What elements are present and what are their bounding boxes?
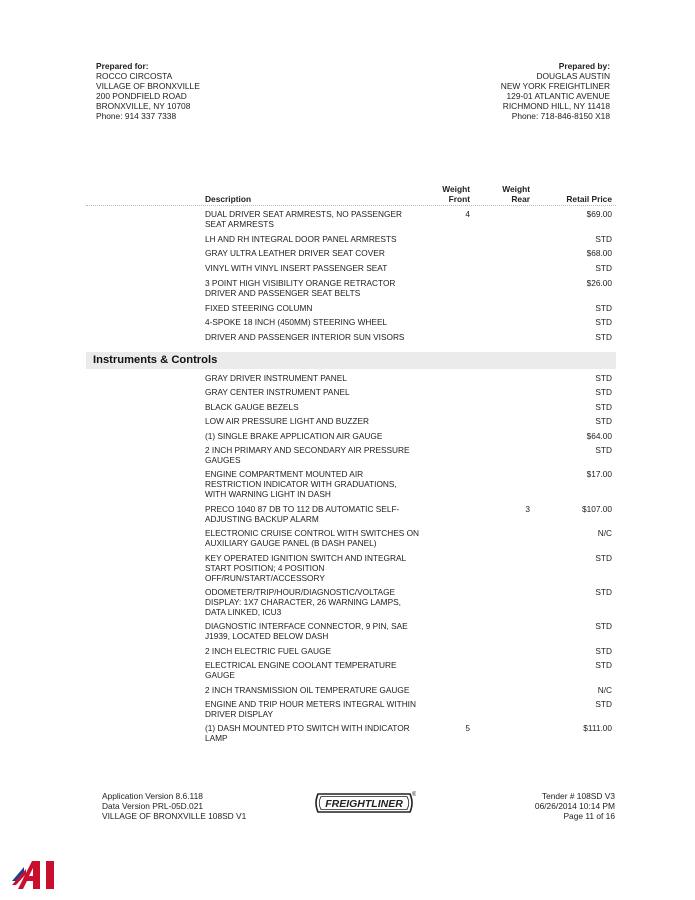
row-description: (1) SINGLE BRAKE APPLICATION AIR GAUGE: [205, 430, 383, 441]
prepared-by-block: [501, 61, 610, 121]
row-retail-price: STD: [595, 587, 612, 597]
col-weight-rear-line: Weight: [502, 184, 530, 194]
header-divider: [86, 205, 616, 206]
prepared-by-line: DOUGLAS AUSTIN: [536, 71, 610, 81]
prepared-by-line: RICHMOND HILL, NY 11418: [502, 101, 610, 111]
footer-left: [102, 791, 246, 821]
row-description: KEY OPERATED IGNITION SWITCH AND INTEGRAL START POSITION; 4 POSITION OFF/RUN/START/ACCESSORY: [205, 552, 406, 583]
row-retail-price: $69.00: [586, 209, 612, 219]
row-retail-price: STD: [595, 302, 612, 313]
row-weight-front: 5: [465, 723, 470, 734]
row-description: DIAGNOSTIC INTERFACE CONNECTOR, 9 PIN, SAE J1939, LOCATED BELOW DASH: [205, 621, 408, 642]
row-description: ELECTRONIC CRUISE CONTROL WITH SWITCHES ON AUXILIARY GAUGE PANEL (B DASH PANEL): [205, 528, 420, 549]
row-retail-price: STD: [595, 699, 612, 709]
logo-wordmark: FREIGHTLINER: [325, 798, 403, 810]
row-retail-price: STD: [595, 621, 612, 632]
row-description: FIXED STEERING COLUMN: [205, 302, 313, 313]
row-description: VINYL WITH VINYL INSERT PASSENGER SEAT: [205, 263, 388, 274]
prepared-for-line: ROCCO CIRCOSTA: [96, 71, 173, 81]
row-description: PRECO 1040 87 DB TO 112 DB AUTOMATIC SELF-ADJUSTING BACKUP ALARM: [205, 503, 400, 524]
row-description: ENGINE COMPARTMENT MOUNTED AIR RESTRICTION INDICATOR WITH GRADUATIONS, WITH WARNING LIGHT IN DASH: [205, 469, 397, 500]
prepared-for-line: 200 PONDFIELD ROAD: [96, 91, 187, 101]
prepared-by-line: Phone: 718-846-8150 X18: [511, 111, 610, 121]
col-weight-rear-line: Rear: [511, 194, 530, 204]
col-weight-rear: [490, 184, 530, 204]
prepared-for-line: BRONXVILLE, NY 10708: [96, 101, 191, 111]
row-description: GRAY CENTER INSTRUMENT PANEL: [205, 387, 350, 398]
registered-mark: ®: [412, 792, 416, 798]
freightliner-logo: [312, 790, 416, 816]
row-weight-front: 4: [465, 209, 470, 219]
row-retail-price: $68.00: [586, 248, 612, 259]
footer-line: Application Version 8.6.118: [102, 791, 203, 801]
row-description: GRAY ULTRA LEATHER DRIVER SEAT COVER: [205, 248, 385, 259]
row-retail-price: STD: [595, 233, 612, 244]
row-retail-price: STD: [595, 401, 612, 412]
prepared-by-label: Prepared by:: [558, 61, 610, 71]
row-retail-price: STD: [595, 263, 612, 274]
prepared-for-line: Phone: 914 337 7338: [96, 111, 177, 121]
row-description: (1) DASH MOUNTED PTO SWITCH WITH INDICATOR LAMP: [205, 723, 410, 744]
row-description: LH AND RH INTEGRAL DOOR PANEL ARMRESTS: [205, 233, 397, 244]
prepared-for-line: VILLAGE OF BRONXVILLE: [96, 81, 200, 91]
section-title: Instruments & Controls: [93, 354, 218, 366]
col-weight-front-line: Weight: [442, 184, 470, 194]
prepared-for-block: [96, 61, 200, 121]
row-retail-price: $17.00: [586, 469, 612, 480]
ai-logo-icon: [10, 859, 62, 891]
row-description: ODOMETER/TRIP/HOUR/DIAGNOSTIC/VOLTAGE DISPLAY: 1X7 CHARACTER, 26 WARNING LAMPS, DATA LINKED, ICU3: [205, 587, 401, 617]
row-retail-price: $26.00: [586, 277, 612, 288]
row-retail-price: $107.00: [582, 503, 612, 514]
col-weight-front-line: Front: [448, 194, 470, 204]
prepared-by-line: 129-01 ATLANTIC AVENUE: [506, 91, 610, 101]
row-description: 4-SPOKE 18 INCH (450MM) STEERING WHEEL: [205, 317, 388, 328]
row-description: BLACK GAUGE BEZELS: [205, 401, 299, 412]
row-description: 2 INCH TRANSMISSION OIL TEMPERATURE GAUGE: [205, 684, 410, 695]
row-retail-price: STD: [595, 373, 612, 383]
row-description: GRAY DRIVER INSTRUMENT PANEL: [205, 373, 347, 383]
footer-line: Tender # 108SD V3: [541, 791, 615, 801]
row-retail-price: STD: [595, 416, 612, 427]
footer-right: [535, 791, 615, 821]
row-description: DRIVER AND PASSENGER INTERIOR SUN VISORS: [205, 331, 405, 342]
row-retail-price: $111.00: [583, 723, 612, 734]
row-retail-price: STD: [595, 387, 612, 398]
row-description: 3 POINT HIGH VISIBILITY ORANGE RETRACTOR DRIVER AND PASSENGER SEAT BELTS: [205, 277, 396, 298]
row-retail-price: STD: [595, 331, 612, 342]
col-description: Description: [205, 194, 252, 204]
row-description: LOW AIR PRESSURE LIGHT AND BUZZER: [205, 416, 369, 427]
section-header: [86, 352, 616, 369]
row-retail-price: STD: [595, 317, 612, 328]
prepared-by-line: NEW YORK FREIGHTLINER: [500, 81, 610, 91]
row-retail-price: STD: [595, 445, 612, 455]
row-weight-rear: 3: [525, 503, 530, 514]
footer-line: Data Version PRL-05D.021: [102, 801, 204, 811]
row-retail-price: N/C: [597, 528, 612, 539]
footer-line: 06/26/2014 10:14 PM: [534, 801, 615, 811]
row-description: 2 INCH PRIMARY AND SECONDARY AIR PRESSURE GAUGES: [205, 445, 410, 465]
col-retail-price: Retail Price: [566, 194, 612, 204]
row-description: 2 INCH ELECTRIC FUEL GAUGE: [205, 645, 332, 656]
row-description: ELECTRICAL ENGINE COOLANT TEMPERATURE GAUGE: [205, 660, 397, 681]
row-retail-price: STD: [595, 552, 612, 563]
footer-line: Page 11 of 16: [563, 811, 615, 821]
row-retail-price: STD: [595, 645, 612, 656]
row-retail-price: $64.00: [586, 430, 612, 441]
col-weight-front: [430, 184, 470, 204]
row-description: DUAL DRIVER SEAT ARMRESTS, NO PASSENGER SEAT ARMRESTS: [205, 209, 403, 229]
row-retail-price: STD: [595, 660, 612, 671]
row-description: ENGINE AND TRIP HOUR METERS INTEGRAL WITHIN DRIVER DISPLAY: [205, 699, 416, 719]
row-retail-price: N/C: [597, 684, 612, 695]
footer-line: VILLAGE OF BRONXVILLE 108SD V1: [102, 811, 247, 821]
prepared-for-label: Prepared for:: [96, 61, 149, 71]
